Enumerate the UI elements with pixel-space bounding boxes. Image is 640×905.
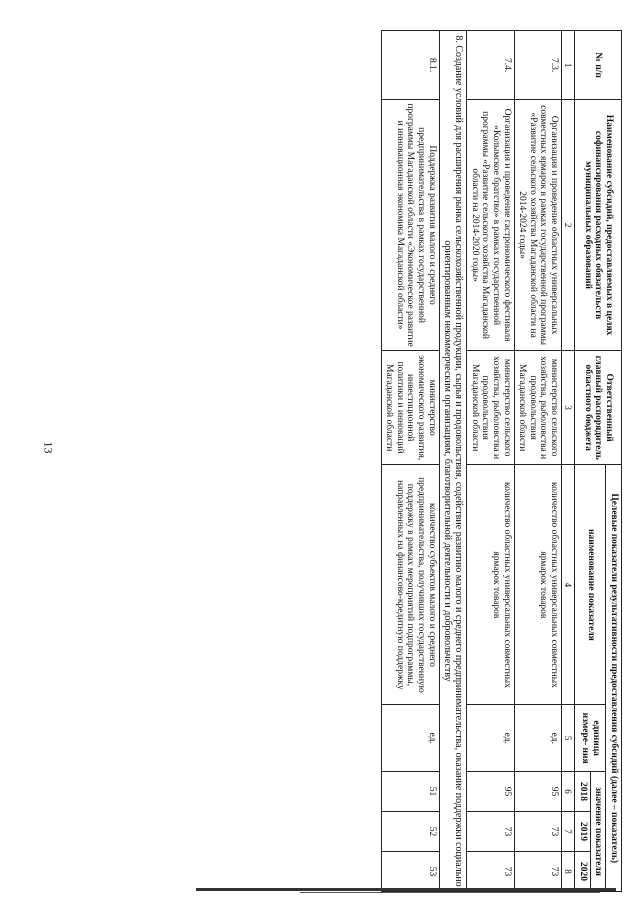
- column-number: 2: [562, 100, 575, 351]
- value-2019: 73: [514, 811, 562, 851]
- table-row: [381, 31, 439, 892]
- value-2018: 95: [514, 771, 562, 811]
- responsible: министерство сельского хозяйства, рыболовства и продовольствия Магаданской области: [467, 350, 515, 465]
- header-unit: единица измере- ния: [575, 705, 606, 772]
- column-number: 7: [562, 811, 575, 851]
- column-number: 8: [562, 851, 575, 891]
- value-2020: 53: [381, 851, 439, 891]
- column-number: 5: [562, 705, 575, 772]
- scan-edge-line: [196, 888, 616, 891]
- column-number: 4: [562, 465, 575, 705]
- table-row: [467, 31, 515, 892]
- responsible: министерство сельского хозяйства, рыболовства и продовольствия Магаданской области: [514, 350, 562, 465]
- table-row: [514, 31, 562, 892]
- column-number: 6: [562, 771, 575, 811]
- row-num: 7.3.: [514, 31, 562, 100]
- header-indicator-name: наименование показателя: [575, 465, 606, 705]
- value-2020: 73: [514, 851, 562, 891]
- column-number: 3: [562, 350, 575, 465]
- subsidy-name: Организация и проведение гастрономического фестиваля «Колымское братство» в рамках государственной программы «Развитие сельского хозяйства Магаданской области на 2014-2020 годы»: [467, 100, 515, 351]
- unit: ед.: [514, 705, 562, 772]
- header-indicators-group: Целевые показатели результативности предоставления субсидий (далее – показатель): [606, 465, 622, 892]
- subsidy-name: Организация и проведение областных универсальных совместных ярмарок в рамках государственной программы «Развитие сельского хозяйства Магаданской области на 2014-2024 годы»: [514, 100, 562, 351]
- row-num: 7.4.: [467, 31, 515, 100]
- scan-edge-line: [300, 892, 600, 893]
- section-row: [439, 31, 466, 892]
- unit: ед.: [381, 705, 439, 772]
- header-responsible: Ответственный главный распорядитель областного бюджета: [575, 350, 622, 465]
- value-2018: 95: [467, 771, 515, 811]
- header-year-2020: 2020: [575, 851, 591, 891]
- indicator-name: количество областных универсальных совместных ярмарок товаров: [467, 465, 515, 705]
- value-2020: 73: [467, 851, 515, 891]
- column-number-row: [562, 31, 575, 892]
- section-heading: 8. Создание условий для расширения рынка сельскохозяйственной продукции, сырья и продовольствия, содействие развитию малого и среднего предпринимательства, оказание поддержки социально ориентированным некоммерческим организациям, благотворительной деятельности и добровольчеству: [439, 31, 466, 892]
- header-num: № п/п: [575, 31, 622, 100]
- rotated-page: [82, 30, 622, 892]
- value-2019: 73: [467, 811, 515, 851]
- subsidies-table: [381, 30, 622, 892]
- header-subsidy-name: Наименование субсидий, предоставляемых в целях софинансирования расходных обязательств муниципальных образований: [575, 100, 622, 351]
- column-number: 1: [562, 31, 575, 100]
- header-year-2018: 2018: [575, 771, 591, 811]
- value-2019: 52: [381, 811, 439, 851]
- header-year-2019: 2019: [575, 811, 591, 851]
- header-values-group: значение показателя: [590, 771, 606, 891]
- indicator-name: количество областных универсальных совместных ярмарок товаров: [514, 465, 562, 705]
- unit: ед.: [467, 705, 515, 772]
- row-num: 8.1.: [381, 31, 439, 100]
- value-2018: 51: [381, 771, 439, 811]
- page-number: 13: [41, 441, 56, 454]
- subsidy-name: Поддержка развития малого и среднего предпринимательства в рамках государственной программы Магаданской области «Экономическое развитие и инновационная экономика Магаданской области»: [381, 100, 439, 351]
- indicator-name: количество субъектов малого и среднего предпринимательства, получивших государственную поддержку в рамках мероприятий подпрограммы, направленных на финансово-кредитную поддержку: [381, 465, 439, 705]
- responsible: министерство экономического развития, инвестиционной политики и инноваций Магаданской области: [381, 350, 439, 465]
